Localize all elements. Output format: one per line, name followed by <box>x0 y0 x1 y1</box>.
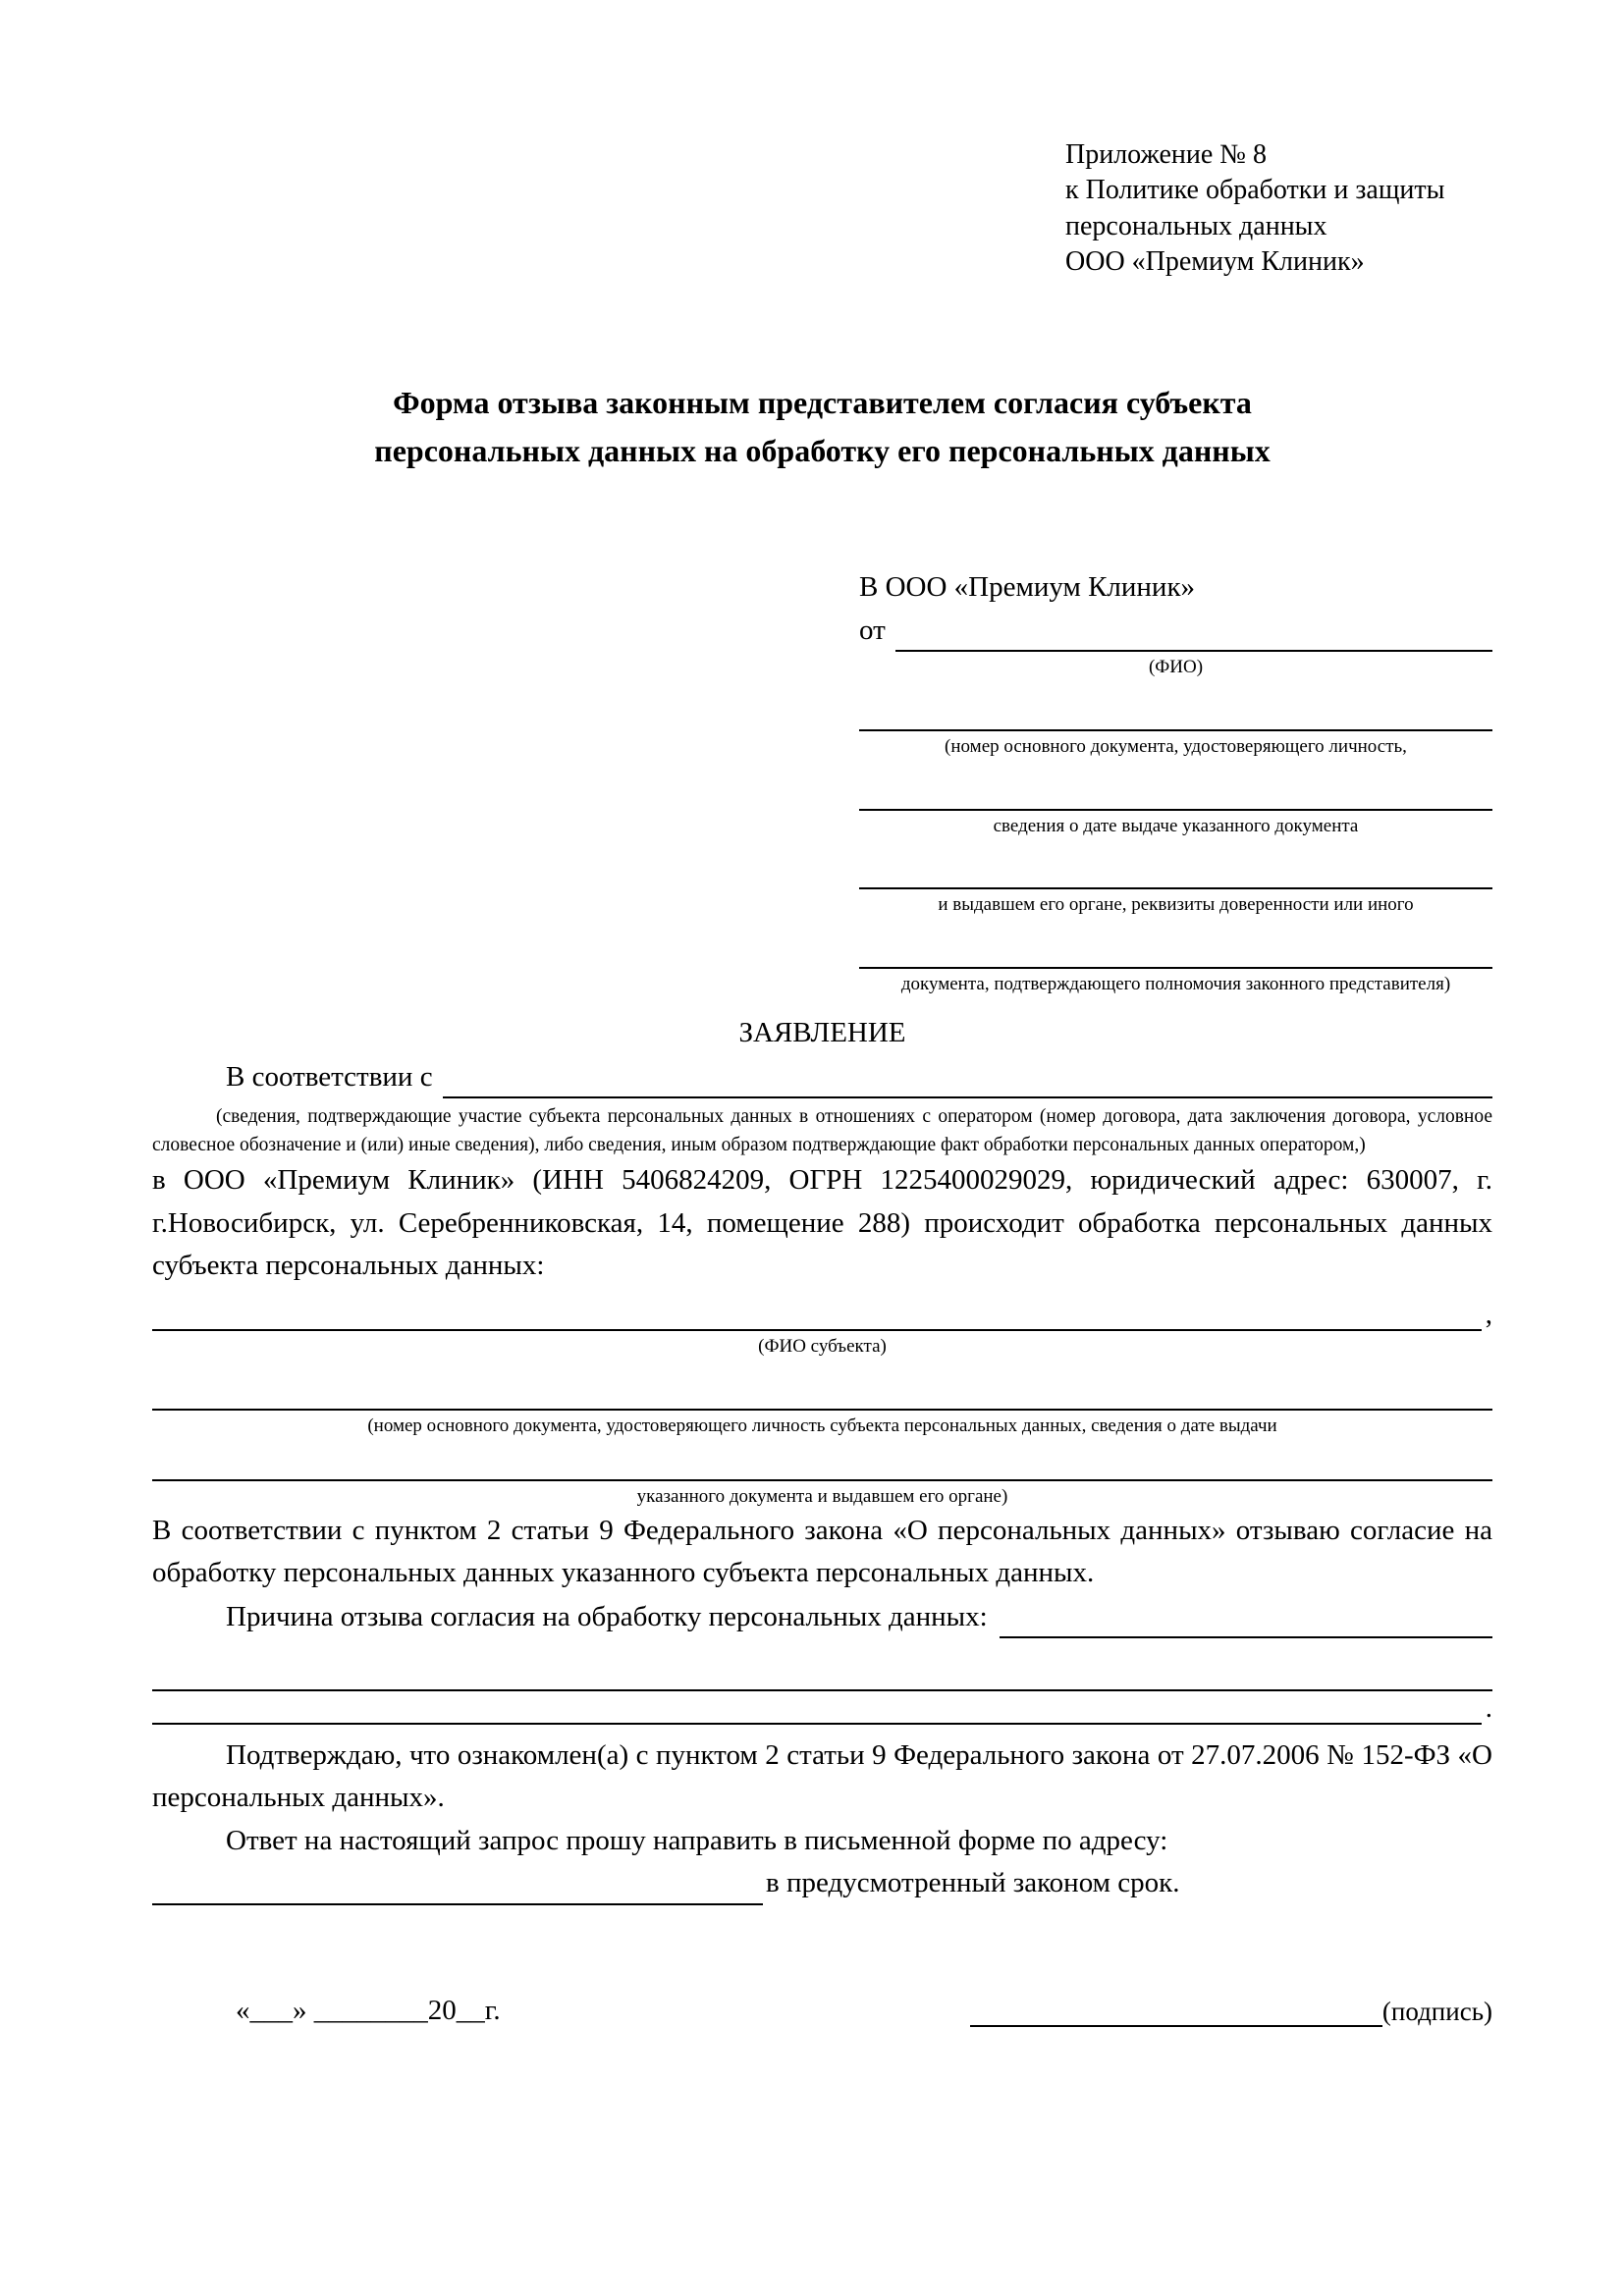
representative-doc-date-field[interactable] <box>859 760 1492 811</box>
date-field[interactable]: «___» ________20__г. <box>236 1994 501 2026</box>
reply-line-suffix: в предусмотренный законом срок. <box>766 1867 1180 1899</box>
signature-group <box>970 1992 1492 2027</box>
representative-authority-field[interactable] <box>859 918 1492 969</box>
withdrawal-paragraph: В соответствии с пунктом 2 статьи 9 Федерального закона «О персональных данных» отзываю согласие на обработку персональных данных указанного субъекта персональных данных. <box>152 1514 1492 1589</box>
addressee-block <box>859 566 1492 997</box>
from-row <box>859 609 1492 652</box>
reply-address-field[interactable] <box>152 1868 763 1905</box>
doc-caption: (номер основного документа, удостоверяющего личность, <box>945 735 1407 757</box>
reason-field[interactable] <box>1000 1595 1492 1638</box>
reason-field-line3-row <box>152 1691 1492 1725</box>
subject-line-suffix: , <box>1485 1299 1492 1331</box>
representative-doc-number-field[interactable] <box>859 680 1492 731</box>
doc-caption: документа, подтверждающего полномочия законного представителя) <box>900 973 1451 994</box>
subject-fio-caption: (ФИО субъекта) <box>758 1335 887 1357</box>
reason-line-suffix: . <box>1485 1691 1492 1724</box>
subject-doc-field-1[interactable] <box>152 1360 1492 1411</box>
from-label: от <box>859 614 886 647</box>
subject-doc-field-2[interactable] <box>152 1438 1492 1481</box>
reason-prefix: Причина отзыва согласия на обработку персональных данных: <box>226 1600 988 1632</box>
statement-heading: ЗАЯВЛЕНИЕ <box>738 1017 906 1049</box>
fio-caption: (ФИО) <box>1148 657 1204 678</box>
basis-prefix: В соответствии с <box>226 1060 433 1093</box>
representative-fio-field[interactable] <box>895 609 1492 652</box>
reply-address-row <box>152 1862 1492 1905</box>
document-title <box>152 379 1492 476</box>
subject-doc-caption-1: (номер основного документа, удостоверяющего личность субъекта персональных данных, сведения о дате выдачи <box>367 1415 1277 1436</box>
doc-caption: сведения о дате выдаче указанного документа <box>993 815 1359 836</box>
subject-fio-field[interactable] <box>152 1298 1482 1331</box>
subject-doc-caption-2: указанного документа и выдавшем его органе) <box>636 1486 1008 1508</box>
reason-field-line3[interactable] <box>152 1691 1482 1725</box>
appendix-block <box>1065 137 1492 281</box>
representative-doc-issuer-field[interactable] <box>859 838 1492 889</box>
appendix-line: персональных данных <box>1065 210 1327 241</box>
acknowledgement-paragraph: Подтверждаю, что ознакомлен(а) с пунктом 2 статьи 9 Федерального закона от 27.07.2006 № 152-ФЗ «О персональных данных». <box>152 1738 1492 1814</box>
footer-row <box>152 1992 1492 2027</box>
appendix-line: Приложение № 8 <box>1065 139 1267 170</box>
reply-paragraph: Ответ на настоящий запрос прошу направить в письменной форме по адресу: <box>226 1824 1168 1856</box>
basis-field[interactable] <box>443 1055 1492 1098</box>
signature-field[interactable] <box>970 1992 1382 2027</box>
reason-field-line2[interactable] <box>152 1638 1492 1691</box>
document-title-line2: персональных данных на обработку его персональных данных <box>374 433 1271 469</box>
document-title-line1: Форма отзыва законным представителем согласия субъекта <box>393 384 1252 420</box>
subject-fio-row <box>152 1298 1492 1331</box>
appendix-line: к Политике обработки и защиты <box>1065 175 1445 206</box>
operator-paragraph: в ООО «Премиум Клиник» (ИНН 5406824209, ОГРН 1225400029029, юридический адрес: 630007, г. г.Новосибирск, ул. Серебренниковская, 14, помещение 288) происходит обработка персональных данных субъекта персональных данных: <box>152 1164 1492 1282</box>
addressee-to: В ООО «Премиум Клиник» <box>859 570 1196 603</box>
appendix-line: ООО «Премиум Клиник» <box>1065 246 1365 278</box>
signature-caption: (подпись) <box>1381 1997 1492 2027</box>
basis-note: (сведения, подтверждающие участие субъекта персональных данных в отношениях с оператором (номер договора, дата заключения договора, условное словесное обозначение и (или) иные сведения), либо сведения, иным образом подтверждающие факт обработки персональных данных оператором,) <box>152 1105 1492 1156</box>
doc-caption: и выдавшем его органе, реквизиты доверенности или иного <box>938 894 1414 916</box>
reason-row <box>152 1595 1492 1638</box>
basis-row <box>152 1055 1492 1098</box>
